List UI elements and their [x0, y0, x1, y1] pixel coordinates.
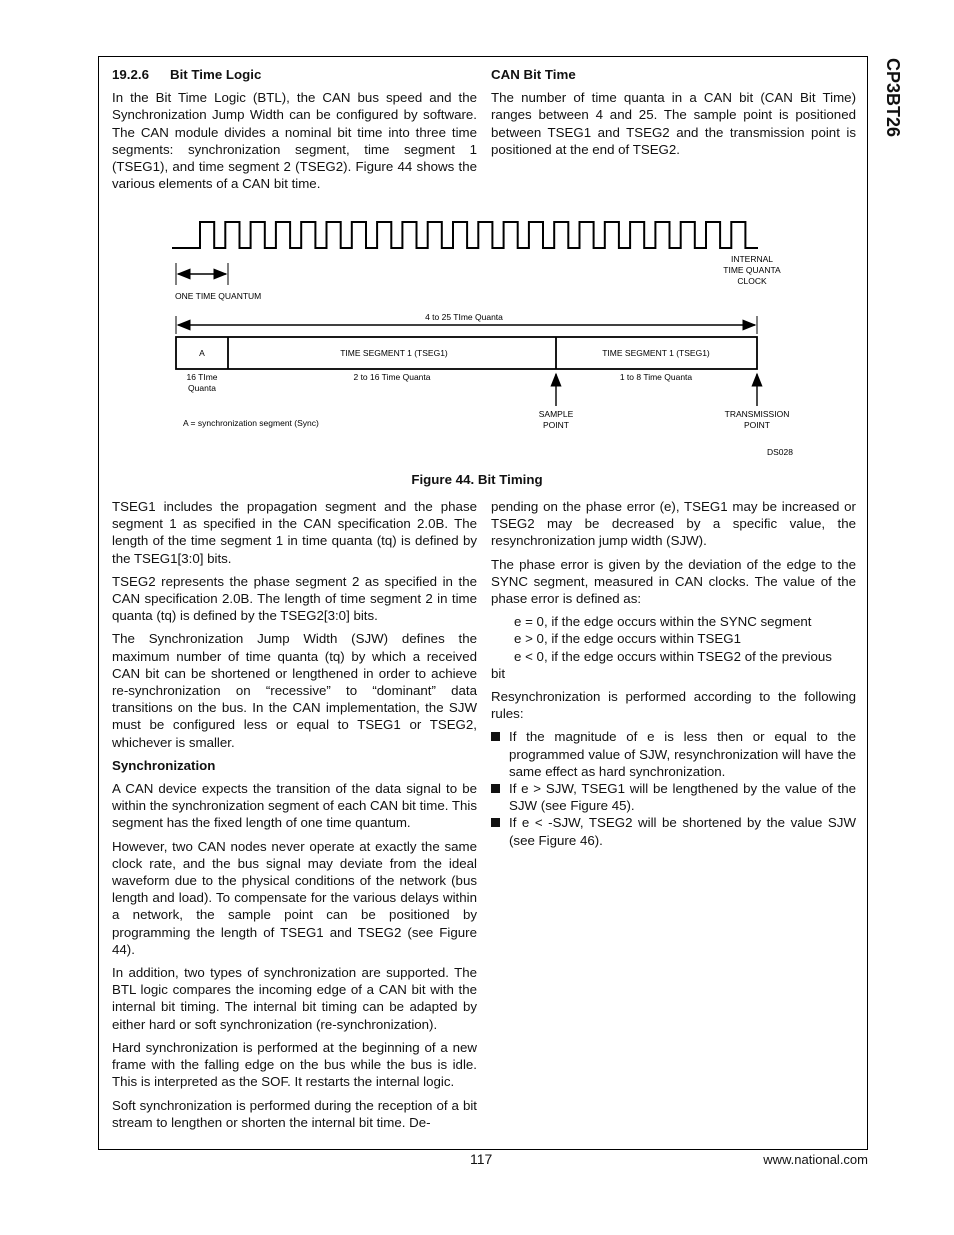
hard-sync-paragraph: Hard synchronization is performed at the beginning of a new frame with the falling edge on the bus while the bus is idle. This is interpreted as the SOF. It restarts the internal logic.: [112, 1039, 477, 1090]
a-quanta-label-1: 16 TIme: [186, 372, 218, 382]
sync-note: A = synchronization segment (Sync): [183, 418, 319, 428]
square-bullet-icon: [491, 818, 500, 827]
condition-2: e > 0, if the edge occurs within TSEG1: [514, 631, 742, 647]
right-column: [491, 498, 856, 849]
bit-timing-diagram: [98, 210, 868, 475]
tseg1-quanta-label: 2 to 16 Time Quanta: [353, 372, 431, 382]
section-title: Bit Time Logic: [170, 67, 262, 82]
bit-time-logic-section: [112, 66, 477, 198]
sync-paragraph-3: In addition, two types of synchronization are supported. The BTL logic compares the incoming edge of a CAN bit with the internal bit timing. The internal bit timing can be adapted by either hard or soft synchronization (re-synchronization).: [112, 965, 477, 1032]
left-column: [112, 498, 477, 1137]
can-bit-time-text: The number of time quanta in a CAN bit (CAN Bit Time) ranges between 4 and 25. The sample point is positioned between TSEG1 and TSEG2 and the transmission point is positioned at the end of TSEG2.: [491, 90, 856, 157]
sjw-paragraph: The Synchronization Jump Width (SJW) defines the maximum number of time quanta (tq) by which a received CAN bit can be shortened or lengthened in order to achieve re-synchronization on “recessive” to “dominant” data transitions on the bus. In the CAN implementation, the SJW must be configured less or equal to TSEG1 or TSEG2, whichever is smaller.: [112, 631, 477, 750]
one-quantum-label: ONE TIME QUANTUM: [175, 291, 262, 301]
phase-error-definition: The phase error is given by the deviation of the edge to the SYNC segment, measured in CAN clocks. The value of the phase error is defined as:: [491, 556, 856, 607]
ds-code: DS028: [767, 447, 793, 457]
resync-rules: [491, 728, 856, 848]
sync-paragraph-1: A CAN device expects the transition of the data signal to be within the synchronization segment of each CAN bit time. This segment has the fixed length of one time quantum.: [112, 781, 477, 831]
condition-1: e = 0, if the edge occurs within the SYNC segment: [514, 614, 812, 630]
square-bullet-icon: [491, 784, 500, 793]
bit-timing-figure: [98, 210, 868, 475]
segment-tseg1-label: TIME SEGMENT 1 (TSEG1): [340, 348, 448, 358]
footer-url[interactable]: www.national.com: [763, 1152, 868, 1167]
list-item: If e < -SJW, TSEG2 will be shortened by the value SJW (see Figure 46).: [491, 814, 856, 848]
synchronization-heading: Synchronization: [112, 757, 216, 773]
tseg2-quanta-label: 1 to 8 Time Quanta: [619, 372, 693, 382]
sample-label-1: SAMPLE: [538, 409, 574, 419]
square-bullet-icon: [491, 732, 500, 741]
tseg2-paragraph: TSEG2 represents the phase segment 2 as specified in the CAN specification 2.0B. The length of time segment 2 in time quanta (tq) is defined by the TSEG2[3:0] bits.: [112, 573, 477, 624]
list-item: If e > SJW, TSEG1 will be lengthened by the value of the SJW (see Figure 45).: [491, 780, 856, 814]
section-heading: [112, 66, 477, 83]
sync-paragraph-2: However, two CAN nodes never operate at exactly the same clock rate, and the bus signal may deviate from the ideal waveform due to the physical conditions of the network (bus length and load). To compensate for the various delays within a network, the sample point can be positioned by programming the length of TSEG1 and TSEG2 (see Figure 44).: [112, 838, 477, 957]
segment-a-label: A: [199, 348, 205, 358]
a-quanta-label-2: Quanta: [188, 383, 216, 393]
clock-label-2: TIME QUANTA: [723, 265, 781, 275]
side-title: CP3BT26: [883, 58, 903, 138]
can-bit-time-heading: CAN Bit Time: [491, 67, 576, 82]
list-item: If the magnitude of e is less then or equal to the programmed value of SJW, resynchronization will have the same effect as hard synchronization.: [491, 728, 856, 780]
page-number: 117: [470, 1151, 493, 1167]
transmission-label-1: TRANSMISSION: [724, 409, 790, 419]
section-number: 19.2.6: [112, 67, 149, 82]
resync-intro: Resynchronization is performed according to the following rules:: [491, 689, 856, 722]
condition-3-cont: bit: [491, 665, 506, 681]
clock-label-3: CLOCK: [737, 276, 767, 286]
transmission-label-2: POINT: [744, 420, 770, 430]
figure-caption: Figure 44. Bit Timing: [411, 472, 543, 487]
soft-sync-paragraph: Soft synchronization is performed during the reception of a bit stream to lengthen or shorten the internal bit time. De-: [112, 1097, 477, 1130]
sample-label-2: POINT: [543, 420, 569, 430]
section-intro: In the Bit Time Logic (BTL), the CAN bus speed and the Synchronization Jump Width can be configured by software. The CAN module divides a nominal bit time into three time segments: synchronization segment, time segment 1 (TSEG1), and time segment 2 (TSEG2). Figure 44 shows the various elements of a CAN bit time.: [112, 90, 477, 192]
condition-3: e < 0, if the edge occurs within TSEG2 of the previous: [514, 648, 832, 664]
clock-label-1: INTERNAL: [730, 254, 774, 264]
clock-waveform: [172, 222, 758, 248]
tseg1-paragraph: TSEG1 includes the propagation segment and the phase segment 1 as specified in the CAN specification 2.0B. The length of the time segment 1 in time quanta (tq) is defined by the TSEG1[3:0] bits.: [112, 499, 477, 566]
range-label: 4 to 25 TIme Quanta: [425, 312, 503, 322]
can-bit-time-section: [491, 66, 856, 164]
segment-tseg2-label: TIME SEGMENT 1 (TSEG1): [602, 348, 710, 358]
phase-error-paragraph: pending on the phase error (e), TSEG1 may be increased or TSEG2 may be decreased by a specific value, the resynchronization jump width (SJW).: [491, 499, 856, 549]
